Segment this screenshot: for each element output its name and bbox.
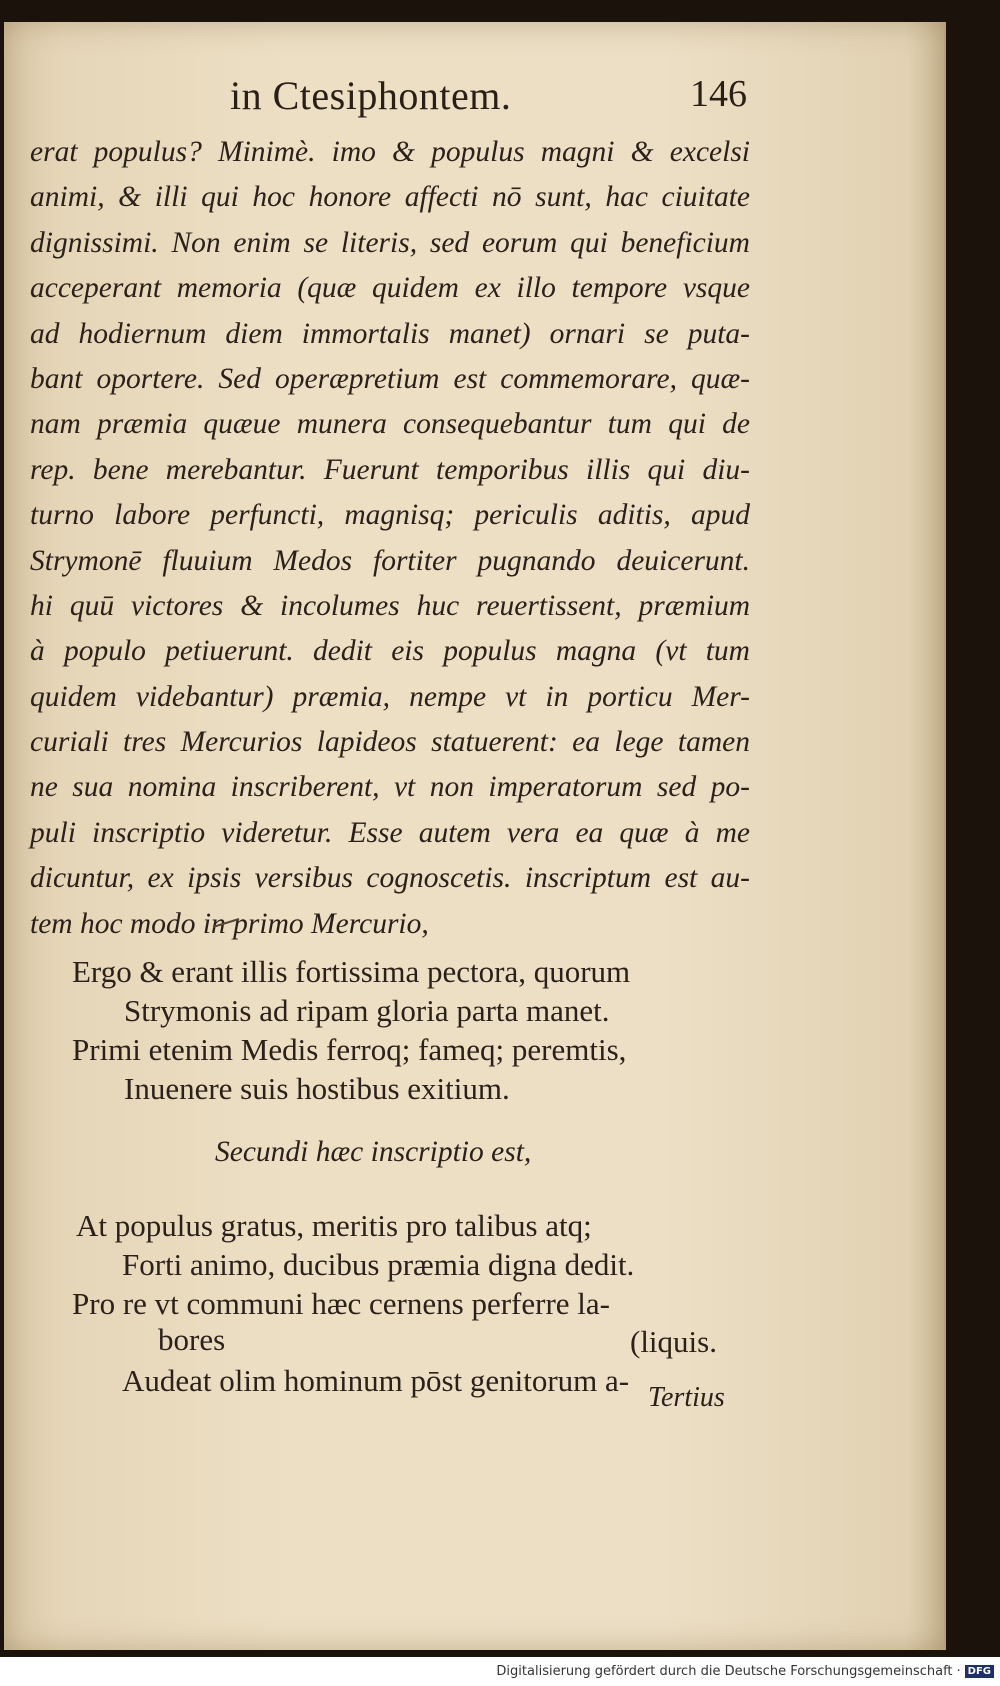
verse-line: Strymonis ad ripam gloria parta manet. <box>124 993 610 1028</box>
prose-line: Strymonē fluuium Medos fortiter pugnando deuicerunt. <box>30 544 750 577</box>
prose-line: tem hoc modo in primo Mercurio, <box>30 907 429 940</box>
prose-line: à populo petiuerunt. dedit eis populus magna (vt tum <box>30 635 750 668</box>
prose-line: dignissimi. Non enim se literis, sed eorum qui beneficium <box>30 226 750 259</box>
inscription-heading: Secundi hæc inscriptio est, <box>215 1136 532 1168</box>
page-number: 146 <box>690 73 747 115</box>
verse-line: At populus gratus, meritis pro talibus atq; <box>76 1208 592 1243</box>
ink-mark <box>212 918 240 928</box>
dfg-logo: DFG <box>965 1665 994 1678</box>
verse-line: bores <box>158 1322 226 1357</box>
digitization-credit <box>496 1664 994 1679</box>
prose-line: acceperant memoria (quæ quidem ex illo tempore vsque <box>30 272 750 305</box>
catchword: Tertius <box>648 1382 725 1413</box>
prose-line: nam præmia quæue munera consequebantur tum qui de <box>30 408 750 441</box>
prose-line: puli inscriptio videretur. Esse autem vera ea quæ à me <box>30 816 750 849</box>
prose-line: animi, & illi qui hoc honore affecti nō sunt, hac ciuitate <box>30 181 750 214</box>
prose-line: ne sua nomina inscriberent, vt non imperatorum sed po- <box>30 771 750 804</box>
verse-line: Audeat olim hominum pōst genitorum a- <box>122 1363 630 1398</box>
verse-line: (liquis. <box>630 1324 717 1359</box>
prose-line: curiali tres Mercurios lapideos statuerent: ea lege tamen <box>30 726 750 759</box>
running-head: in Ctesiphontem. <box>230 73 512 118</box>
prose-line: turno labore perfuncti, magnisq; periculis aditis, apud <box>30 499 750 532</box>
prose-line: erat populus? Minimè. imo & populus magni & excelsi <box>30 136 750 168</box>
verse-line: Pro re vt communi hæc cernens perferre la- <box>72 1286 610 1321</box>
verse-line: Ergo & erant illis fortissima pectora, quorum <box>72 954 631 989</box>
prose-line: dicuntur, ex ipsis versibus cognoscetis. inscriptum est au- <box>30 862 750 895</box>
prose-block <box>30 130 750 947</box>
prose-line: quidem videbantur) præmia, nempe vt in porticu Mer- <box>30 680 750 713</box>
verse-line: Inuenere suis hostibus exitium. <box>124 1071 510 1106</box>
credit-text: Digitalisierung gefördert durch die Deutsche Forschungsgemeinschaft <box>496 1664 953 1679</box>
separator: · <box>956 1664 961 1679</box>
verse-line: Primi etenim Medis ferroq; fameq; peremtis, <box>72 1032 627 1067</box>
prose-line: ad hodiernum diem immortalis manet) ornari se puta- <box>30 317 750 350</box>
verse-line: Forti animo, ducibus præmia digna dedit. <box>122 1247 635 1282</box>
prose-line: hi quū victores & incolumes huc reuertissent, præmium <box>30 589 750 622</box>
prose-line: bant oportere. Sed operæpretium est commemorare, quæ- <box>30 362 750 395</box>
prose-line: rep. bene merebantur. Fuerunt temporibus illis qui diu- <box>30 453 750 486</box>
